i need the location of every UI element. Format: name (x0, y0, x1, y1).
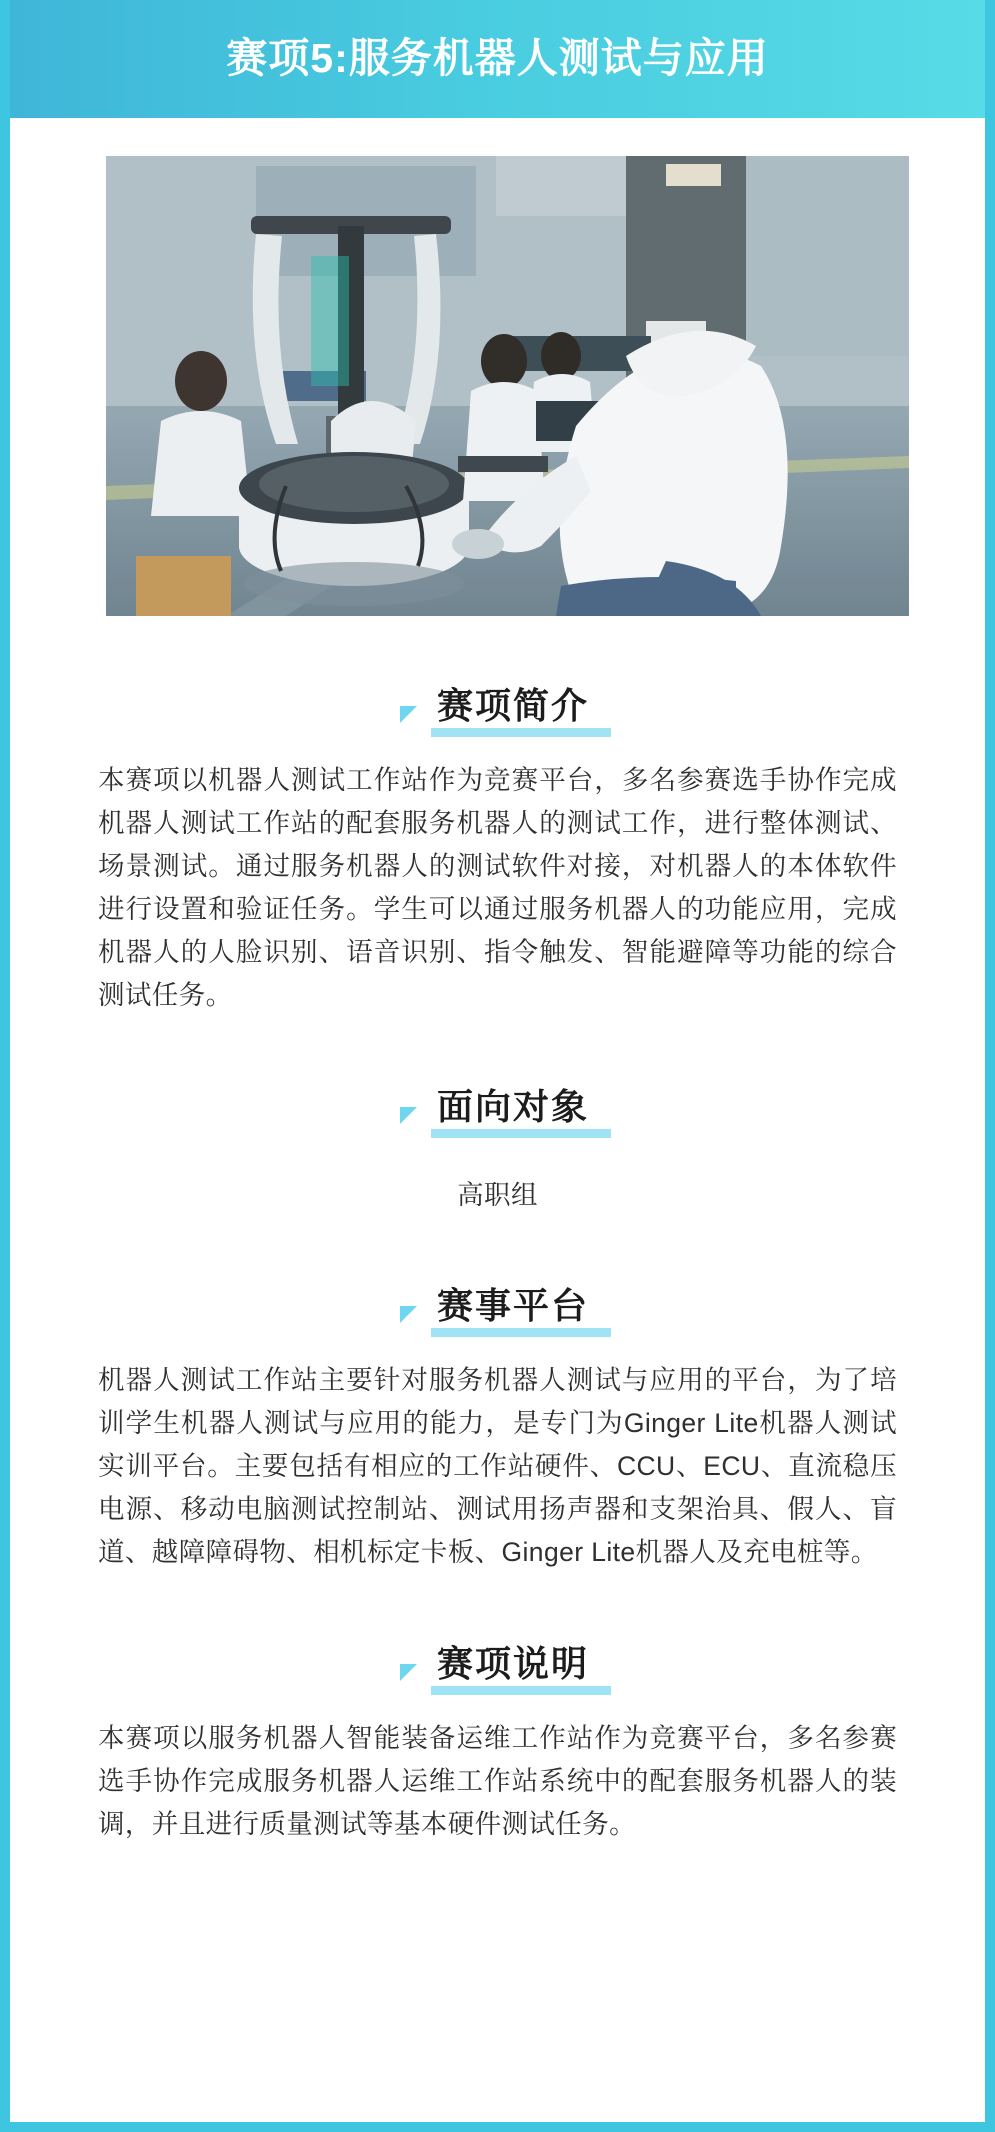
triangle-marker-icon (400, 706, 417, 723)
section-title-description: 赛项说明 (431, 1636, 595, 1695)
page-title: 赛项5:服务机器人测试与应用 (226, 35, 769, 82)
section-title-intro: 赛项简介 (431, 678, 595, 737)
hero-image (106, 156, 909, 616)
section-title-audience: 面向对象 (431, 1079, 595, 1138)
poster-content (10, 118, 985, 1940)
section-heading-intro (10, 678, 985, 737)
section-heading-platform (10, 1278, 985, 1337)
section-heading-description (10, 1636, 985, 1695)
triangle-marker-icon (400, 1306, 417, 1323)
section-body-audience: 高职组 (457, 1179, 538, 1210)
triangle-marker-icon (400, 1664, 417, 1681)
section-heading-audience (10, 1079, 985, 1138)
section-body-intro: 本赛项以机器人测试工作站作为竞赛平台，多名参赛选手协作完成机器人测试工作站的配套服务机器人的测试工作，进行整体测试、场景测试。通过服务机器人的测试软件对接，对机器人的本体软件进行设置和验证任务。学生可以通过服务机器人的功能应用，完成机器人的人脸识别、语音识别、指令触发、智能避障等功能的综合测试任务。 (98, 765, 897, 1010)
page-header (10, 0, 985, 118)
triangle-marker-icon (400, 1107, 417, 1124)
hero-image-wrapper (10, 118, 985, 616)
section-body-description: 本赛项以服务机器人智能装备运维工作站作为竞赛平台，多名参赛选手协作完成服务机器人运维工作站系统中的配套服务机器人的装调，并且进行质量测试等基本硬件测试任务。 (98, 1723, 897, 1839)
section-title-platform: 赛事平台 (431, 1278, 595, 1337)
section-body-platform: 机器人测试工作站主要针对服务机器人测试与应用的平台，为了培训学生机器人测试与应用的能力，是专门为Ginger Lite机器人测试实训平台。主要包括有相应的工作站硬件、CCU、ECU、直流稳压电源、移动电脑测试控制站、测试用扬声器和支架治具、假人、盲道、越障障碍物、相机标定卡板、Ginger Lite机器人及充电桩等。 (98, 1365, 897, 1568)
